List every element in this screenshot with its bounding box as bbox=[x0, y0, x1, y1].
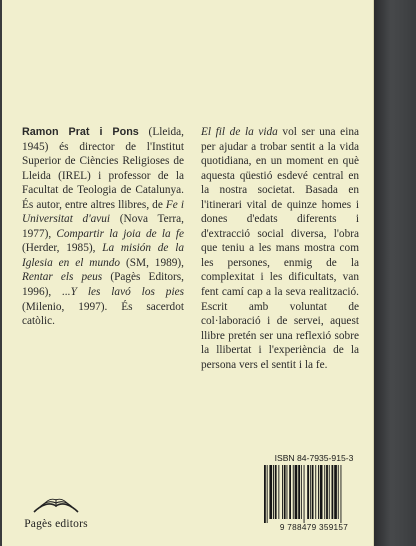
bio-text-5: (Pagès Editors, 1996), bbox=[22, 271, 184, 299]
back-cover bbox=[2, 0, 374, 546]
book-description bbox=[201, 125, 359, 372]
barcode-bar bbox=[301, 465, 302, 519]
book-pages-icon bbox=[30, 490, 82, 516]
barcode-bar bbox=[332, 465, 334, 519]
barcode-area bbox=[256, 453, 372, 541]
barcode-bar bbox=[284, 465, 286, 519]
book-spine-edge bbox=[374, 0, 416, 546]
bio-text-6: (Milenio, 1997). És sacerdot catòlic. bbox=[22, 300, 184, 328]
barcode-bar bbox=[329, 465, 330, 519]
bio-text-1: (Lleida, 1945) és director de l'Institut Superior de Ciències Religioses de Lleida (IREL) i professor de la Facultat de Teologia de Catalunya. És autor, entre altres llibres, de bbox=[22, 126, 184, 211]
isbn-label: ISBN 84-7935-915-3 bbox=[274, 453, 354, 463]
barcode-bar bbox=[269, 465, 272, 519]
bio-text-4: (SM, 1989), bbox=[120, 256, 184, 269]
barcode-bar bbox=[315, 465, 316, 519]
barcode-bar bbox=[312, 465, 314, 519]
barcode-bar bbox=[289, 465, 291, 519]
barcode-bar bbox=[310, 465, 311, 519]
book-title-5: ...Y les lavó los pies bbox=[62, 286, 184, 299]
barcode-bar bbox=[275, 465, 277, 519]
bio-text-2: (Nova Terra, 1977), bbox=[22, 213, 184, 240]
publisher-logo bbox=[16, 490, 96, 534]
author-bio bbox=[22, 125, 184, 329]
barcode-bar bbox=[295, 465, 298, 519]
barcode-bar bbox=[264, 465, 266, 523]
book-title-4: Rentar els peus bbox=[22, 271, 103, 284]
barcode-bar bbox=[267, 465, 268, 523]
barcode-bar bbox=[307, 465, 309, 519]
barcode-bar bbox=[282, 465, 283, 519]
book-title-2: Compartir la joia de la fe bbox=[56, 227, 184, 240]
barcode-bar bbox=[324, 465, 325, 519]
barcode-bar bbox=[293, 465, 294, 519]
publisher-name: Pagès editors bbox=[24, 518, 88, 530]
book-title: El fil de la vida bbox=[201, 126, 278, 138]
ean-number: 9 788479 359157 bbox=[279, 523, 349, 532]
bio-text-3: (Herder, 1985), bbox=[22, 242, 103, 255]
barcode-bar bbox=[326, 465, 328, 519]
barcode-bar bbox=[334, 465, 337, 519]
barcode-bar bbox=[298, 465, 300, 519]
author-bio-paragraph bbox=[22, 125, 184, 329]
barcode-bar bbox=[338, 465, 339, 519]
book-title-1: Fe i Universitat d'avui bbox=[22, 198, 184, 226]
author-name: Ramon Prat i Pons bbox=[22, 126, 139, 138]
barcode-bar bbox=[318, 465, 319, 519]
barcode-bar bbox=[304, 465, 305, 523]
book-title-3: La misión de la Iglesia en el mundo bbox=[22, 242, 184, 269]
barcode-bar bbox=[287, 465, 288, 519]
barcode-icon bbox=[262, 465, 366, 523]
barcode-bar bbox=[341, 465, 342, 523]
barcode-bar bbox=[278, 465, 279, 519]
book-description-paragraph bbox=[201, 125, 359, 372]
description-text: vol ser una eina per ajudar a trobar sentit a la vida quotidiana, en un moment en què aquesta qüestió esdevé central en la nostra societat. Basada en l'itinerari vital de quinze homes i dones d'edats diferents i d'extracció social diversa, l'obra que teniu a les mans mostra com les persones, enmig de la complexitat i les dificultats, van fent camí cap a la seva realització. Escrit amb voluntat de col·laboració i de servei, aquest llibre pretén ser una reflexió sobre la llibertat i l'experiència de la persona vers el sentit i la fe. bbox=[201, 126, 359, 371]
barcode-bar bbox=[320, 465, 323, 519]
barcode-bar bbox=[273, 465, 274, 519]
